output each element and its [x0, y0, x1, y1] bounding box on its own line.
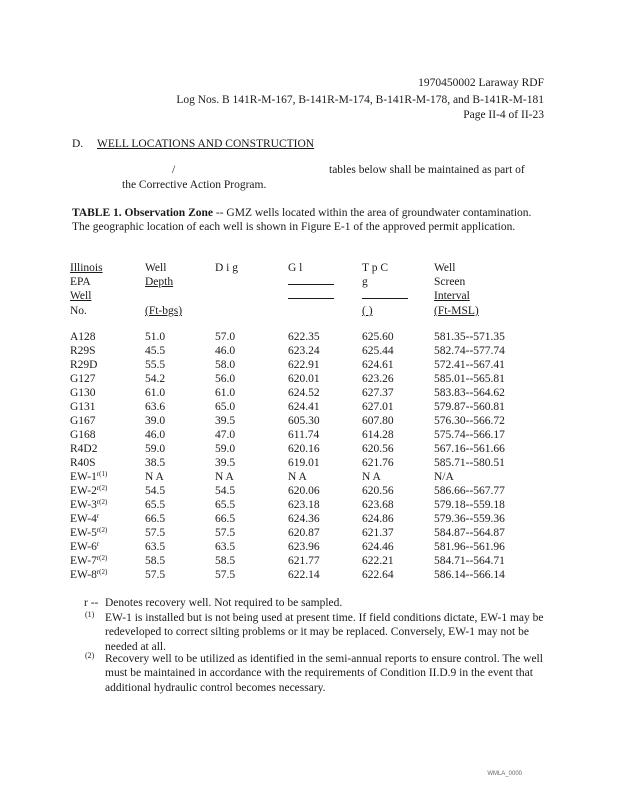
intro-fragment-right: tables below shall be maintained as part of	[329, 164, 525, 176]
well-depth: 66.5	[145, 513, 166, 525]
bore-depth: 54.5	[215, 485, 236, 497]
top-of-casing: 624.86	[362, 513, 394, 525]
col4-rule-2	[288, 298, 334, 299]
table-caption	[72, 206, 544, 235]
bore-depth: 39.5	[215, 457, 236, 469]
screen-interval: 585.01--565.81	[434, 373, 505, 385]
ground-elevation: 622.35	[288, 331, 320, 343]
top-of-casing: 614.28	[362, 429, 394, 441]
well-id: EW-8	[70, 569, 97, 581]
table-row	[0, 344, 618, 358]
well-id: A128	[70, 331, 96, 343]
footnote-2-text: Recovery well to be utilized as identified in the semi-annual reports to ensure control. The well must be maintained in accordance with the requirements of Condition II.D.9 in the event that additional hydraulic control becomes necessary.	[105, 653, 543, 694]
well-superscript: r	[96, 540, 100, 548]
col1-h4: No.	[70, 305, 87, 317]
bore-depth: 65.5	[215, 499, 236, 511]
col6-h2: Screen	[434, 276, 466, 288]
table-caption-label: TABLE 1. Observation Zone	[72, 207, 213, 219]
ground-elevation: 620.87	[288, 527, 320, 539]
well-depth: 45.5	[145, 345, 166, 357]
well-depth: 65.5	[145, 499, 166, 511]
col2-h4: (Ft-bgs)	[145, 305, 183, 317]
header-log-numbers: Log Nos. B 141R-M-167, B-141R-M-174, B-141R-M-178, and B-141R-M-181	[176, 94, 544, 106]
ground-elevation: 624.52	[288, 387, 320, 399]
bore-depth: 58.5	[215, 555, 236, 567]
screen-interval: 579.36--559.36	[434, 513, 505, 525]
top-of-casing: 623.68	[362, 499, 394, 511]
screen-interval: 584.71--564.71	[434, 555, 505, 567]
screen-interval: 586.66--567.77	[434, 485, 505, 497]
bore-depth: 47.0	[215, 429, 236, 441]
bore-depth: 57.5	[215, 527, 236, 539]
bore-depth: 57.5	[215, 569, 236, 581]
col3-h1: D i g	[215, 262, 238, 274]
well-depth: 57.5	[145, 569, 166, 581]
well-depth: 57.5	[145, 527, 166, 539]
well-id: R29S	[70, 345, 96, 357]
table-row	[0, 568, 618, 582]
bore-depth: 65.0	[215, 401, 236, 413]
col4-rule-1	[288, 284, 334, 285]
well-id: G131	[70, 401, 96, 413]
footnote-r-mark: r --	[84, 597, 99, 609]
well-depth: 54.2	[145, 373, 166, 385]
bates-stamp: WMLA_0000	[487, 770, 522, 777]
screen-interval: 583.83--564.62	[434, 387, 505, 399]
footnote-r-text: Denotes recovery well. Not required to be sampled.	[105, 597, 343, 609]
screen-interval: 575.74--566.17	[434, 429, 505, 441]
well-id: R4D2	[70, 443, 98, 455]
table-caption-text: -- GMZ wells located within the area of groundwater contamination. The geographic location of each well is shown in Figure E-1 of the approved permit application.	[72, 207, 532, 234]
ground-elevation: 619.01	[288, 457, 320, 469]
table-row	[0, 386, 618, 400]
table-row	[0, 442, 618, 456]
well-id-cell	[70, 554, 107, 568]
screen-interval: 585.71--580.51	[434, 457, 505, 469]
col1-h1: Illinois	[70, 262, 103, 274]
col4-h1: G l	[288, 262, 303, 274]
table-row	[0, 498, 618, 512]
well-id: EW-1	[70, 471, 97, 483]
well-id: EW-4	[70, 513, 97, 525]
footnote-1-text: EW-1 is installed but is not being used at present time. If field conditions dictate, EW-1 may be redeveloped to correct silting problems or it may be replaced. Conversely, EW-1 may not be needed at all.	[105, 612, 544, 653]
table-row	[0, 400, 618, 414]
table-row	[0, 330, 618, 344]
screen-interval: 581.96--561.96	[434, 541, 505, 553]
screen-interval: 579.18--559.18	[434, 499, 505, 511]
top-of-casing: 624.46	[362, 541, 394, 553]
section-title: WELL LOCATIONS AND CONSTRUCTION	[97, 138, 315, 150]
top-of-casing: 623.26	[362, 373, 394, 385]
bore-depth: 59.0	[215, 443, 236, 455]
top-of-casing: 620.56	[362, 443, 394, 455]
well-id: EW-5	[70, 527, 97, 539]
col6-h4: (Ft-MSL)	[434, 305, 479, 317]
col2-h1: Well	[145, 262, 167, 274]
top-of-casing: 625.60	[362, 331, 394, 343]
well-id: EW-7	[70, 555, 97, 567]
bore-depth: 58.0	[215, 359, 236, 371]
screen-interval: 567.16--561.66	[434, 443, 505, 455]
well-depth: 38.5	[145, 457, 166, 469]
well-depth: 61.0	[145, 387, 166, 399]
bore-depth: 39.5	[215, 415, 236, 427]
well-id: EW-2	[70, 485, 97, 497]
table-row	[0, 470, 618, 484]
well-id: G167	[70, 415, 96, 427]
table-row	[0, 512, 618, 526]
screen-interval: 582.74--577.74	[434, 345, 505, 357]
top-of-casing: 622.21	[362, 555, 394, 567]
ground-elevation: 611.74	[288, 429, 320, 441]
top-of-casing: 627.37	[362, 387, 394, 399]
header-facility: 1970450002 Laraway RDF	[418, 77, 544, 89]
bore-depth: 46.0	[215, 345, 236, 357]
well-depth: 55.5	[145, 359, 166, 371]
well-id-cell	[70, 484, 107, 498]
top-of-casing: 625.44	[362, 345, 394, 357]
table-row	[0, 428, 618, 442]
ground-elevation: 622.14	[288, 569, 320, 581]
well-id: R29D	[70, 359, 98, 371]
table-row	[0, 358, 618, 372]
section-number: D.	[72, 138, 84, 150]
well-depth: 51.0	[145, 331, 166, 343]
ground-elevation: 623.24	[288, 345, 320, 357]
well-id-cell	[70, 498, 107, 512]
col5-rule	[362, 298, 408, 299]
screen-interval: 579.87--560.81	[434, 401, 505, 413]
well-id-cell	[70, 526, 107, 540]
well-depth: 39.0	[145, 415, 166, 427]
table-row	[0, 414, 618, 428]
intro-line-2: the Corrective Action Program.	[122, 179, 267, 191]
well-id-cell	[70, 470, 107, 484]
col2-h2: Depth	[145, 276, 174, 288]
well-superscript: r(1)	[96, 470, 108, 478]
well-superscript: r(2)	[96, 484, 108, 492]
well-superscript: r(2)	[96, 526, 108, 534]
ground-elevation: N A	[288, 471, 307, 483]
table-row	[0, 526, 618, 540]
screen-interval: 581.35--571.35	[434, 331, 505, 343]
bore-depth: N A	[215, 471, 234, 483]
table-row	[0, 540, 618, 554]
well-depth: 63.6	[145, 401, 166, 413]
screen-interval: N/A	[434, 471, 454, 483]
top-of-casing: 622.64	[362, 569, 394, 581]
intro-fragment-left: /	[172, 164, 176, 176]
top-of-casing: 624.61	[362, 359, 394, 371]
top-of-casing: 607.80	[362, 415, 394, 427]
footnote-1-mark: (1)	[85, 610, 95, 619]
well-depth: 58.5	[145, 555, 166, 567]
footnote-2-mark: (2)	[85, 651, 95, 660]
screen-interval: 572.41--567.41	[434, 359, 505, 371]
well-id-cell	[70, 568, 107, 582]
top-of-casing: 627.01	[362, 401, 394, 413]
well-superscript: r(2)	[96, 554, 108, 562]
well-depth: N A	[145, 471, 164, 483]
top-of-casing: 620.56	[362, 485, 394, 497]
screen-interval: 584.87--564.87	[434, 527, 505, 539]
col5-h2: g	[362, 276, 368, 288]
screen-interval: 586.14--566.14	[434, 569, 505, 581]
well-id: G168	[70, 429, 96, 441]
well-id: G127	[70, 373, 96, 385]
table-row	[0, 372, 618, 386]
well-superscript: r(2)	[96, 568, 108, 576]
top-of-casing: 621.37	[362, 527, 394, 539]
ground-elevation: 622.91	[288, 359, 320, 371]
well-depth: 46.0	[145, 429, 166, 441]
well-depth: 63.5	[145, 541, 166, 553]
col5-h1: T p C	[362, 262, 388, 274]
bore-depth: 57.0	[215, 331, 236, 343]
header-page-number: Page II-4 of II-23	[463, 109, 544, 121]
ground-elevation: 623.96	[288, 541, 320, 553]
table-row	[0, 456, 618, 470]
bore-depth: 56.0	[215, 373, 236, 385]
top-of-casing: 621.76	[362, 457, 394, 469]
bore-depth: 63.5	[215, 541, 236, 553]
well-depth: 54.5	[145, 485, 166, 497]
screen-interval: 576.30--566.72	[434, 415, 505, 427]
col5-h4: ( )	[362, 305, 373, 317]
col1-h3: Well	[70, 290, 92, 302]
table-row	[0, 484, 618, 498]
ground-elevation: 621.77	[288, 555, 320, 567]
ground-elevation: 620.16	[288, 443, 320, 455]
ground-elevation: 624.36	[288, 513, 320, 525]
bore-depth: 61.0	[215, 387, 236, 399]
table-row	[0, 554, 618, 568]
col6-h3: Interval	[434, 290, 470, 302]
ground-elevation: 623.18	[288, 499, 320, 511]
well-id: R40S	[70, 457, 96, 469]
well-id-cell	[70, 512, 99, 526]
ground-elevation: 605.30	[288, 415, 320, 427]
well-id: G130	[70, 387, 96, 399]
top-of-casing: N A	[362, 471, 381, 483]
well-superscript: r(2)	[96, 498, 108, 506]
well-id: EW-6	[70, 541, 97, 553]
ground-elevation: 624.41	[288, 401, 320, 413]
ground-elevation: 620.06	[288, 485, 320, 497]
well-superscript: r	[96, 512, 100, 520]
well-id: EW-3	[70, 499, 97, 511]
ground-elevation: 620.01	[288, 373, 320, 385]
col6-h1: Well	[434, 262, 456, 274]
col1-h2: EPA	[70, 276, 91, 288]
bore-depth: 66.5	[215, 513, 236, 525]
well-id-cell	[70, 540, 99, 554]
well-depth: 59.0	[145, 443, 166, 455]
